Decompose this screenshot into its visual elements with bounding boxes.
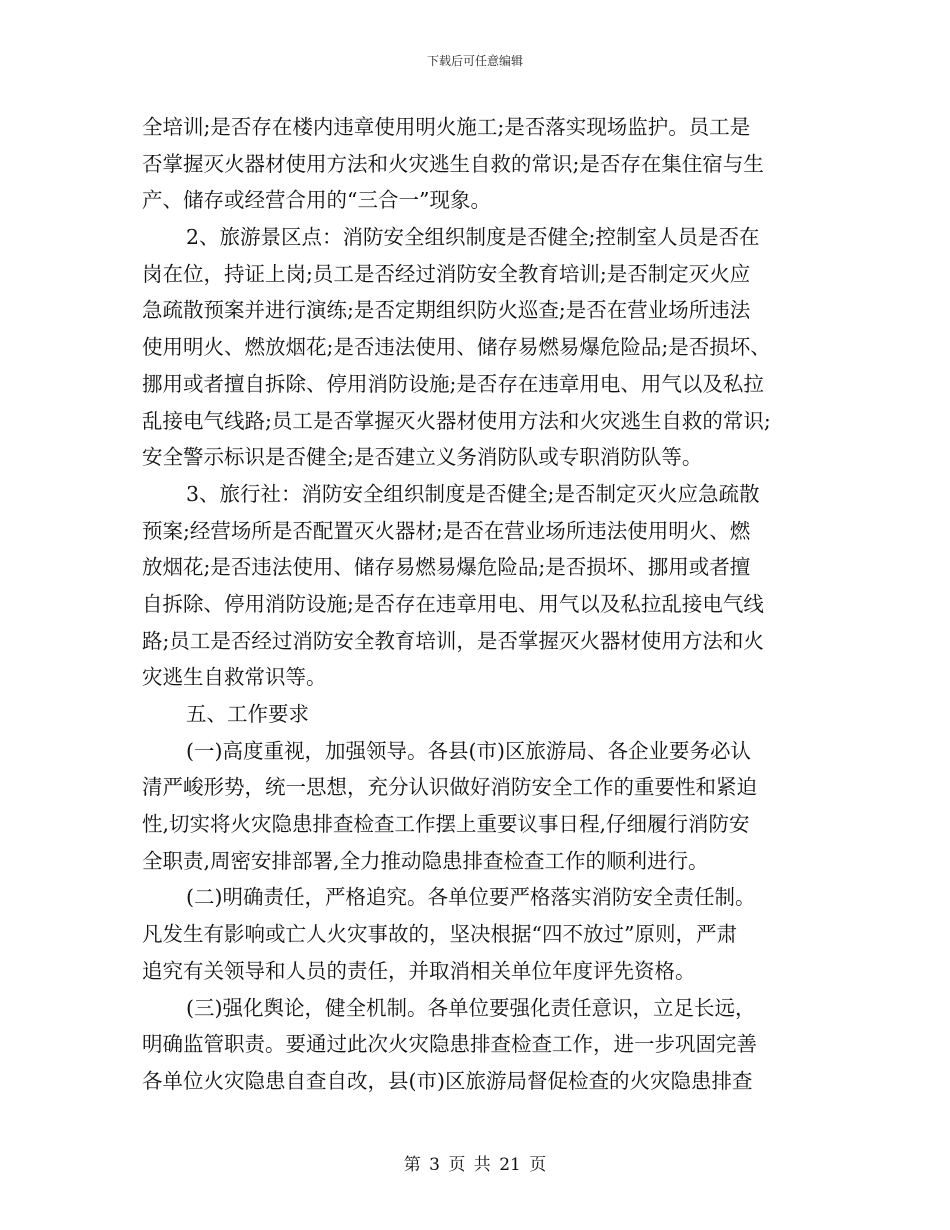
document-body: [142, 109, 810, 1100]
text-line: 放烟花;是否违法使用、储存易燃易爆危险品;是否损坏、挪用或者擅: [142, 555, 751, 580]
text-line: 产、储存或经营合用的“三合一”现象。: [142, 188, 491, 213]
text-line: 性,切实将火灾隐患排查检查工作摆上重要议事日程,仔细履行消防安: [142, 812, 750, 837]
text-line: 明确监管职责。要通过此次火灾隐患排查检查工作，进一步巩固完善: [142, 1032, 757, 1057]
text-line: 全职责,周密安排部署,全力推动隐患排查检查工作的顺利进行。: [142, 848, 709, 873]
text-line: 预案;经营场所是否配置灭火器材;是否在营业场所违法使用明火、燃: [142, 518, 751, 543]
text-line: 3、旅行社：消防安全组织制度是否健全;是否制定灭火应急疏散: [186, 481, 760, 506]
text-line: 追究有关领导和人员的责任，并取消相关单位年度评先资格。: [142, 958, 696, 983]
text-line: 凡发生有影响或亡人火灾事故的，坚决根据“四不放过”原则，严肃: [142, 922, 737, 947]
text-line: (三)强化舆论，健全机制。各单位要强化责任意识，立足长远，: [186, 995, 756, 1020]
text-line: 各单位火灾隐患自查自改，县(市)区旅游局督促检查的火灾隐患排查: [142, 1068, 753, 1093]
text-line: 路;员工是否经过消防安全教育培训，是否掌握灭火器材使用方法和火: [142, 628, 764, 653]
text-line: 全培训;是否存在楼内违章使用明火施工;是否落实现场监护。员工是: [142, 115, 751, 139]
text-line: 乱接电气线路;员工是否掌握灭火器材使用方法和火灾逃生自救的常识;: [142, 408, 771, 433]
text-line: 安全警示标识是否健全;是否建立义务消防队或专职消防队等。: [142, 445, 703, 470]
text-line: 岗在位，持证上岗;员工是否经过消防安全教育培训;是否制定灭火应: [142, 261, 751, 286]
text-line: 灾逃生自救常识等。: [142, 665, 327, 690]
text-line: 自拆除、停用消防设施;是否存在违章用电、用气以及私拉乱接电气线: [142, 591, 764, 616]
text-line: 否掌握灭火器材使用方法和火灾逃生自救的常识;是否存在集住宿与生: [142, 151, 764, 176]
page-number-footer: 第 3 页 共 21 页: [403, 1155, 547, 1175]
text-line: 急疏散预案并进行演练;是否定期组织防火巡查;是否在营业场所违法: [142, 298, 751, 323]
text-line: (二)明确责任，严格追究。各单位要严格落实消防安全责任制。: [186, 885, 756, 910]
text-line: 2、旅游景区点：消防安全组织制度是否健全;控制室人员是否在: [186, 225, 760, 250]
text-line: (一)高度重视，加强领导。各县(市)区旅游局、各企业要务必认: [186, 738, 751, 763]
text-line: 清严峻形势，统一思想，充分认识做好消防安全工作的重要性和紧迫: [142, 775, 757, 800]
section-heading: 五、工作要求: [186, 702, 309, 726]
text-line: 挪用或者擅自拆除、停用消防设施;是否存在违章用电、用气以及私拉: [142, 371, 764, 396]
text-line: 使用明火、燃放烟花;是否违法使用、储存易燃易爆危险品;是否损坏、: [142, 335, 771, 360]
page-header: 下载后可任意编辑: [426, 54, 523, 68]
